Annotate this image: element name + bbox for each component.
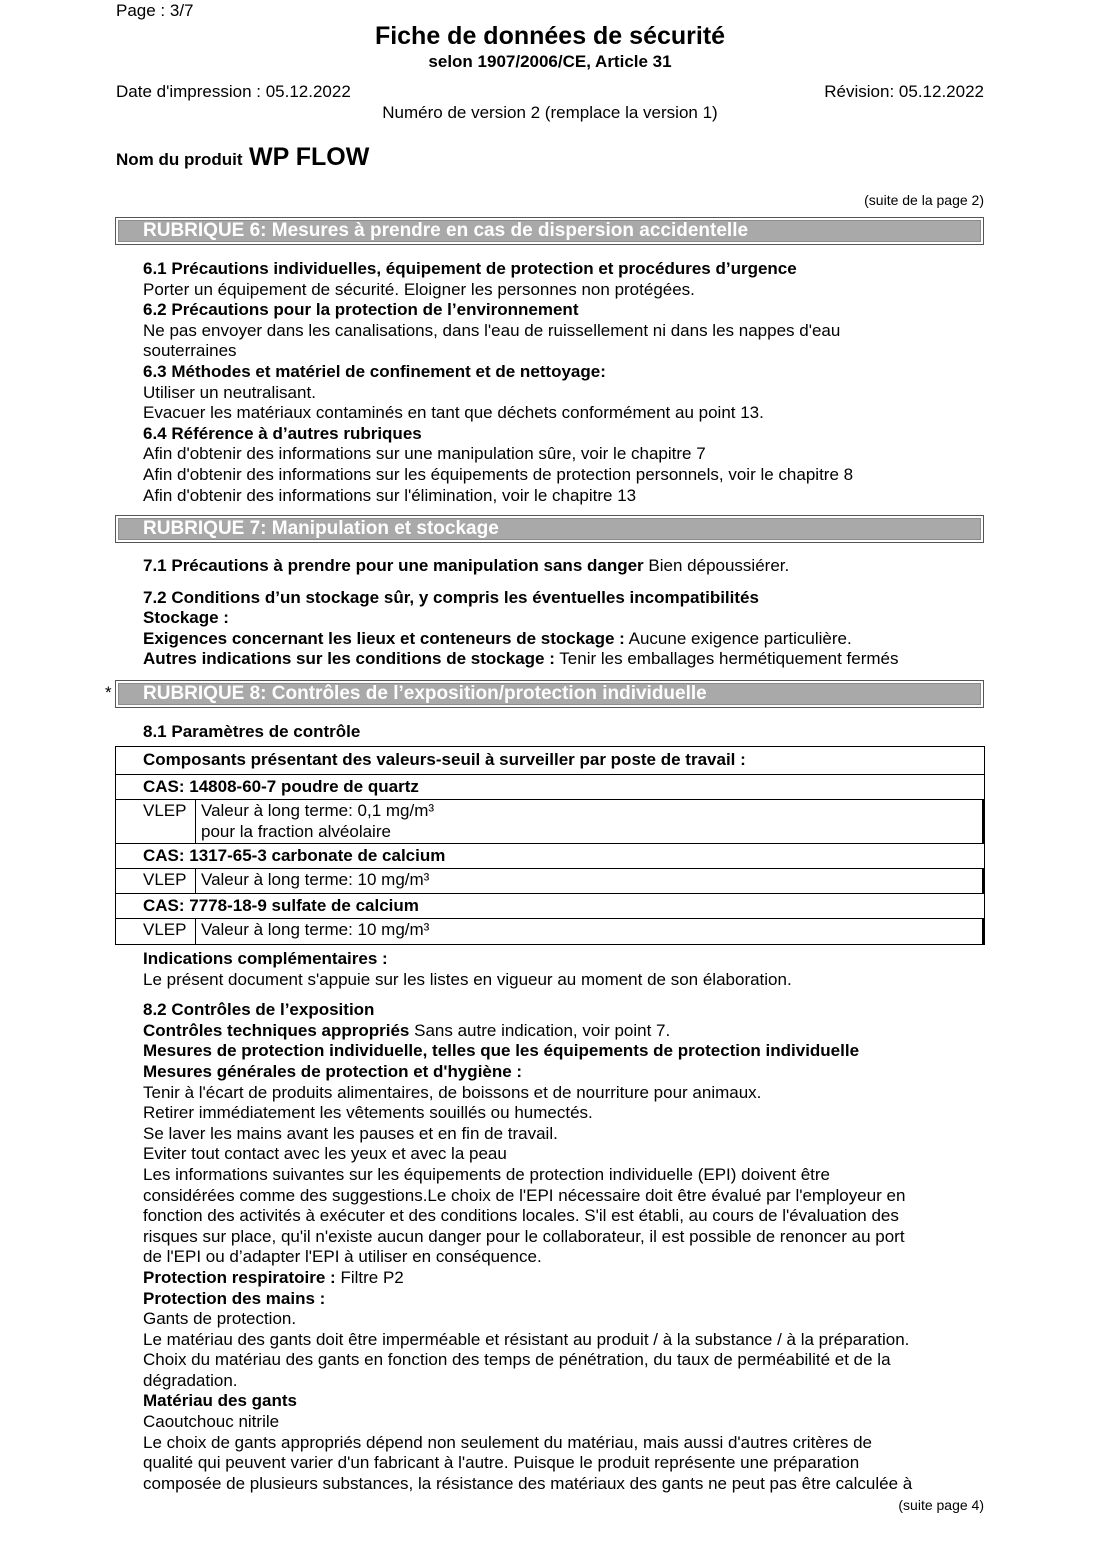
- product-name: WP FLOW: [248, 143, 370, 171]
- limit-value-line: pour la fraction alvéolaire: [201, 821, 391, 841]
- field-value: Tenir les emballages hermétiquement fermés: [559, 649, 899, 669]
- page-number: Page : 3/7: [116, 1, 194, 20]
- field-label: Exigences concernant les lieux et conteneurs de stockage :: [143, 628, 625, 648]
- section-8-title: RUBRIQUE 8: Contrôles de l’exposition/protection individuelle: [143, 683, 707, 704]
- subsection-title: Protection des mains :: [143, 1288, 326, 1308]
- paragraph-line: Retirer immédiatement les vêtements souillés ou humectés.: [143, 1103, 593, 1123]
- section-7-content: [143, 556, 899, 670]
- subsection-title: 7.2 Conditions d’un stockage sûr, y compris les éventuelles incompatibilités: [143, 587, 759, 607]
- storage-requirements-line: [143, 629, 899, 650]
- section-6-header: [115, 217, 984, 245]
- field-value: Sans autre indication, voir point 7.: [414, 1020, 671, 1040]
- paragraph-line: Le présent document s'appuie sur les listes en vigueur au moment de son élaboration.: [143, 969, 792, 989]
- paragraph-line: Evacuer les matériaux contaminés en tant que déchets conformément au point 13.: [143, 403, 764, 423]
- field-value: Aucune exigence particulière.: [628, 628, 852, 648]
- continued-to: (suite page 4): [898, 1497, 984, 1513]
- paragraph-line: Caoutchouc nitrile: [143, 1412, 280, 1432]
- paragraph-line: Tenir à l'écart de produits alimentaires, de boissons et de nourriture pour animaux.: [143, 1082, 762, 1102]
- paragraph-line: Les informations suivantes sur les équipements de protection individuelle (EPI) doivent être: [143, 1164, 830, 1184]
- paragraph-line: composée de plusieurs substances, la résistance des matériaux des gants ne peut pas être calculée à: [143, 1473, 913, 1493]
- subsection-title: 6.3 Méthodes et matériel de confinement et de nettoyage:: [143, 361, 606, 381]
- paragraph-line: Afin d'obtenir des informations sur les équipements de protection personnels, voir le chapitre 8: [143, 464, 854, 484]
- section-8-header: [115, 680, 984, 708]
- limit-type: VLEP: [116, 869, 196, 893]
- storage-other-line: [143, 649, 899, 670]
- limit-type: VLEP: [116, 919, 196, 944]
- continued-from: (suite de la page 2): [864, 192, 984, 208]
- subsection-title: 7.1 Précautions à prendre pour une manipulation sans danger: [143, 556, 644, 575]
- limit-value: [196, 800, 984, 843]
- paragraph-line: Utiliser un neutralisant.: [143, 382, 316, 402]
- version-number: Numéro de version 2 (remplace la version 1): [382, 103, 718, 122]
- product-label: Nom du produit: [116, 150, 243, 169]
- paragraph-line: Se laver les mains avant les pauses et en fin de travail.: [143, 1123, 558, 1143]
- table-row: [116, 869, 984, 894]
- subsection-title: 6.1 Précautions individuelles, équipement de protection et procédures d’urgence: [143, 259, 797, 278]
- exposure-limits-table: [115, 746, 985, 945]
- limit-value-line: Valeur à long terme: 0,1 mg/m³: [201, 801, 435, 820]
- section-8-content: [143, 949, 912, 1494]
- paragraph-text: Bien dépoussiérer.: [648, 556, 790, 575]
- subsection-title: Mesures de protection individuelle, telles que les équipements de protection individuelle: [143, 1041, 860, 1061]
- subsection-title: Indications complémentaires :: [143, 949, 388, 968]
- paragraph-line: Eviter tout contact avec les yeux et avec la peau: [143, 1144, 507, 1164]
- paragraph-line: dégradation.: [143, 1370, 238, 1390]
- print-date: Date d'impression : 05.12.2022: [116, 82, 351, 101]
- paragraph-line: Ne pas envoyer dans les canalisations, dans l'eau de ruissellement ni dans les nappes d'eau: [143, 320, 841, 340]
- paragraph-line: Afin d'obtenir des informations sur l'élimination, voir le chapitre 13: [143, 485, 637, 505]
- product-heading: [116, 143, 369, 172]
- paragraph-line: Porter un équipement de sécurité. Eloigner les personnes non protégées.: [143, 279, 695, 299]
- table-row-cas: CAS: 1317-65-3 carbonate de calcium: [116, 844, 984, 869]
- paragraph-line: qualité qui peuvent varier d'un fabricant à l'autre. Puisque le produit représente une préparation: [143, 1453, 860, 1473]
- field-label: Contrôles techniques appropriés: [143, 1020, 410, 1040]
- table-row: [116, 800, 984, 844]
- revision-marker: *: [105, 683, 112, 702]
- table-row-cas: CAS: 7778-18-9 sulfate de calcium: [116, 894, 984, 919]
- section-7-title: RUBRIQUE 7: Manipulation et stockage: [143, 518, 499, 539]
- subsection-title: 8.1 Paramètres de contrôle: [143, 722, 361, 741]
- subsection-title: 8.2 Contrôles de l’exposition: [143, 1000, 375, 1020]
- field-label: Autres indications sur les conditions de stockage :: [143, 649, 555, 669]
- paragraph-line: risques sur place, qu'il n'existe aucun danger pour le collaborateur, il est possible de renoncer au port: [143, 1226, 905, 1246]
- handling-line: [143, 556, 899, 577]
- paragraph-line: Le choix de gants appropriés dépend non seulement du matériau, mais aussi d'autres critères de: [143, 1432, 873, 1452]
- limit-value: Valeur à long terme: 10 mg/m³: [196, 919, 984, 944]
- subsection-title: Mesures générales de protection et d'hygiène :: [143, 1061, 523, 1081]
- revision-date: Révision: 05.12.2022: [824, 82, 984, 101]
- paragraph-line: de l'EPI ou d’adapter l'EPI à utiliser en conséquence.: [143, 1247, 542, 1267]
- document-title: Fiche de données de sécurité: [374, 22, 726, 50]
- limit-value: Valeur à long terme: 10 mg/m³: [196, 869, 984, 893]
- paragraph-line: fonction des activités à exécuter et des conditions locales. S'il est établi, au cours de l'évaluation des: [143, 1206, 899, 1226]
- table-row: [116, 919, 984, 944]
- field-value: Filtre P2: [340, 1267, 404, 1287]
- subsection-title: Matériau des gants: [143, 1391, 297, 1411]
- section-6-content: [143, 259, 853, 506]
- paragraph-line: Le matériau des gants doit être imperméable et résistant au produit / à la substance / à la préparation.: [143, 1329, 910, 1349]
- paragraph-line: considérées comme des suggestions.Le choix de l'EPI nécessaire doit être évalué par l'employeur en: [143, 1185, 906, 1205]
- section-7-header: [115, 515, 984, 543]
- paragraph-line: Choix du matériau des gants en fonction des temps de pénétration, du taux de perméabilité et de la: [143, 1350, 891, 1370]
- field-label: Protection respiratoire :: [143, 1267, 336, 1287]
- table-row-cas: CAS: 14808-60-7 poudre de quartz: [116, 775, 984, 800]
- paragraph-line: Gants de protection.: [143, 1309, 297, 1329]
- document-subtitle: selon 1907/2006/CE, Article 31: [428, 52, 672, 71]
- paragraph-line: souterraines: [143, 341, 237, 361]
- table-header: Composants présentant des valeurs-seuil à surveiller par poste de travail :: [116, 747, 984, 775]
- section-6-title: RUBRIQUE 6: Mesures à prendre en cas de dispersion accidentelle: [143, 220, 749, 241]
- technical-controls-line: [143, 1021, 912, 1042]
- subsection-title: 6.2 Précautions pour la protection de l’environnement: [143, 300, 579, 320]
- subsection-title: 6.4 Référence à d’autres rubriques: [143, 423, 422, 443]
- paragraph-line: Afin d'obtenir des informations sur une manipulation sûre, voir le chapitre 7: [143, 444, 706, 464]
- storage-label: Stockage :: [143, 608, 229, 628]
- respiratory-line: [143, 1268, 912, 1289]
- limit-type: VLEP: [116, 800, 196, 843]
